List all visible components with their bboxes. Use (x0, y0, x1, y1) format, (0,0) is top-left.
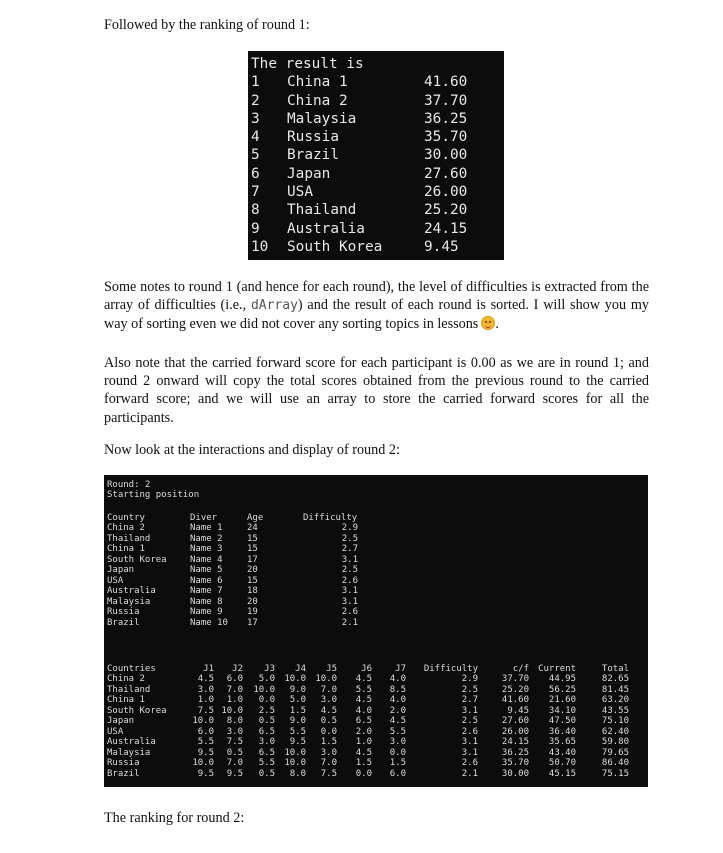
start-diver-cell: Name 10 (190, 617, 228, 628)
score-difficulty-cell: 3.1 (461, 737, 478, 747)
judge-score-cell: 10.0 (284, 674, 306, 684)
score-difficulty-cell: 2.1 (461, 768, 478, 779)
start-difficulty-cell: 3.1 (341, 554, 358, 565)
judge-score-cell: 10.0 (192, 716, 214, 726)
score-cf-cell: 41.60 (501, 695, 529, 705)
judge-score-cell: 0.0 (389, 747, 406, 758)
rank-cell: 4 (251, 129, 260, 146)
result-row (251, 238, 504, 256)
judge-score-cell: 5.5 (355, 684, 372, 695)
rank-cell: 6 (251, 165, 260, 182)
rank-cell: 9 (251, 220, 260, 237)
result-row (251, 92, 504, 110)
score-total-cell: 81.45 (601, 684, 629, 695)
score-country-cell: Russia (107, 758, 140, 768)
score-header-total: Total (601, 664, 629, 674)
judge-score-cell: 6.0 (389, 768, 406, 779)
intro-text: Followed by the ranking of round 1: (104, 17, 310, 33)
score-cf-cell: 35.70 (501, 758, 529, 768)
country-cell: Australia (287, 220, 365, 237)
score-difficulty-cell: 2.7 (461, 695, 478, 705)
starting-label: Starting position (107, 490, 200, 500)
score-total-cell: 79.65 (601, 747, 629, 758)
score-current-cell: 45.15 (548, 768, 576, 779)
score-cf-cell: 9.45 (507, 705, 529, 716)
start-age-cell: 17 (247, 617, 258, 628)
judge-score-cell: 7.0 (226, 684, 243, 695)
judge-score-cell: 4.5 (355, 695, 372, 705)
start-age-cell: 17 (247, 554, 258, 565)
judge-score-cell: 1.0 (197, 695, 214, 705)
score-header-j4: J4 (295, 664, 306, 674)
judge-score-cell: 1.5 (320, 737, 337, 747)
judge-score-cell: 8.5 (389, 684, 406, 695)
judge-score-cell: 1.0 (226, 695, 243, 705)
score-current-cell: 44.95 (548, 674, 576, 684)
score-cell: 37.70 (424, 92, 468, 109)
judge-score-cell: 9.5 (197, 768, 214, 779)
judge-score-cell: 4.0 (389, 674, 406, 684)
score-cell: 27.60 (424, 165, 468, 182)
start-difficulty-cell: 3.1 (341, 586, 358, 596)
judge-score-cell: 3.0 (320, 695, 337, 705)
rank-cell: 3 (251, 110, 260, 127)
score-total-cell: 43.55 (601, 705, 629, 716)
start-age-cell: 20 (247, 596, 258, 607)
notes-text-part1: Some notes to round 1 (and hence for each round), the level of difficulties is extracted from the array of difficulties (i.e., (104, 279, 649, 314)
console-round2 (104, 475, 648, 787)
start-difficulty-cell: 2.9 (341, 523, 358, 533)
judge-score-cell: 9.5 (197, 747, 214, 758)
round-label: Round: 2 (107, 480, 151, 490)
score-cell: 25.20 (424, 202, 468, 219)
rank-cell: 5 (251, 147, 260, 164)
judge-score-cell: 10.0 (284, 758, 306, 768)
judge-score-cell: 6.0 (197, 726, 214, 737)
notes-paragraph (104, 278, 649, 334)
judge-score-cell: 7.0 (226, 758, 243, 768)
score-current-cell: 21.60 (548, 695, 576, 705)
judge-score-cell: 6.0 (226, 674, 243, 684)
score-total-cell: 75.15 (601, 768, 629, 779)
judge-score-cell: 3.0 (258, 737, 275, 747)
start-country-cell: Brazil (107, 617, 140, 628)
judge-score-cell: 8.0 (289, 768, 306, 779)
score-cell: 35.70 (424, 129, 468, 146)
start-difficulty-cell: 2.6 (341, 607, 358, 617)
score-header-j1: J1 (203, 664, 214, 674)
score-country-cell: Thailand (107, 684, 151, 695)
start-diver-cell: Name 6 (190, 575, 223, 586)
result-row (251, 128, 504, 146)
judge-score-cell: 3.0 (389, 737, 406, 747)
result-row (251, 73, 504, 91)
score-total-cell: 59.80 (601, 737, 629, 747)
score-cf-cell: 30.00 (501, 768, 529, 779)
judge-score-cell: 5.5 (289, 726, 306, 737)
judge-score-cell: 2.0 (355, 726, 372, 737)
start-difficulty-cell: 2.5 (341, 565, 358, 575)
console-header: The result is (251, 56, 364, 72)
start-difficulty-cell: 2.5 (341, 533, 358, 544)
judge-score-cell: 10.0 (192, 758, 214, 768)
start-country-cell: South Korea (107, 554, 167, 565)
score-current-cell: 34.10 (548, 705, 576, 716)
score-difficulty-cell: 2.6 (461, 758, 478, 768)
start-header-age: Age (247, 513, 264, 523)
start-diver-cell: Name 9 (190, 607, 223, 617)
result-row (251, 183, 504, 201)
judge-score-cell: 10.0 (284, 747, 306, 758)
score-total-cell: 62.40 (601, 726, 629, 737)
score-cf-cell: 36.25 (501, 747, 529, 758)
score-header-j7: J7 (395, 664, 406, 674)
score-difficulty-cell: 3.1 (461, 705, 478, 716)
judge-score-cell: 2.5 (258, 705, 275, 716)
score-country-cell: South Korea (107, 705, 167, 716)
notes-text-part2: ) and the result of each round is sorted. I will show you my way of sorting even we did not cover any sorting topics in lessons (104, 297, 650, 333)
score-cf-cell: 25.20 (501, 684, 529, 695)
score-difficulty-cell: 2.6 (461, 726, 478, 737)
judge-score-cell: 4.5 (355, 747, 372, 758)
judge-score-cell: 4.5 (389, 716, 406, 726)
judge-score-cell: 3.0 (226, 726, 243, 737)
score-cf-cell: 24.15 (501, 737, 529, 747)
judge-score-cell: 7.5 (197, 705, 214, 716)
score-header-j6: J6 (361, 664, 372, 674)
score-country-cell: Malaysia (107, 747, 151, 758)
judge-score-cell: 0.5 (320, 716, 337, 726)
judge-score-cell: 4.5 (197, 674, 214, 684)
score-current-cell: 43.40 (548, 747, 576, 758)
rank-cell: 2 (251, 92, 260, 109)
start-age-cell: 20 (247, 565, 258, 575)
start-diver-cell: Name 5 (190, 565, 223, 575)
judge-score-cell: 10.0 (221, 705, 243, 716)
start-country-cell: Japan (107, 565, 135, 575)
judge-score-cell: 7.5 (320, 768, 337, 779)
judge-score-cell: 4.5 (320, 705, 337, 716)
score-current-cell: 50.70 (548, 758, 576, 768)
judge-score-cell: 4.0 (355, 705, 372, 716)
console-round1-result (248, 51, 504, 260)
judge-score-cell: 10.0 (253, 684, 275, 695)
score-header-j5: J5 (326, 664, 337, 674)
start-difficulty-cell: 3.1 (341, 596, 358, 607)
start-age-cell: 24 (247, 523, 258, 533)
score-country-cell: China 2 (107, 674, 145, 684)
rank-cell: 10 (251, 238, 269, 255)
score-total-cell: 75.10 (601, 716, 629, 726)
code-darray: dArray (250, 298, 298, 314)
start-difficulty-cell: 2.7 (341, 544, 358, 554)
score-header-countries: Countries (107, 664, 156, 674)
judge-score-cell: 4.0 (389, 695, 406, 705)
start-age-cell: 15 (247, 575, 258, 586)
judge-score-cell: 9.0 (289, 684, 306, 695)
footer-text: The ranking for round 2: (104, 810, 245, 826)
judge-score-cell: 5.5 (197, 737, 214, 747)
rank-cell: 7 (251, 184, 260, 201)
country-cell: South Korea (287, 238, 383, 255)
score-cf-cell: 37.70 (501, 674, 529, 684)
country-cell: Brazil (287, 147, 339, 164)
judge-score-cell: 0.5 (258, 768, 275, 779)
judge-score-cell: 3.0 (197, 684, 214, 695)
judge-score-cell: 6.5 (355, 716, 372, 726)
start-diver-cell: Name 8 (190, 596, 223, 607)
judge-score-cell: 0.0 (355, 768, 372, 779)
start-country-cell: Malaysia (107, 596, 151, 607)
score-header-j2: J2 (232, 664, 243, 674)
judge-score-cell: 1.5 (389, 758, 406, 768)
country-cell: Thailand (287, 202, 357, 219)
start-diver-cell: Name 4 (190, 554, 223, 565)
rank-cell: 1 (251, 74, 260, 91)
note3-paragraph: Now look at the interactions and display of round 2: (104, 442, 400, 458)
judge-score-cell: 9.5 (226, 768, 243, 779)
judge-score-cell: 0.5 (226, 747, 243, 758)
score-cell: 26.00 (424, 184, 468, 201)
start-diver-cell: Name 1 (190, 523, 223, 533)
judge-score-cell: 5.5 (258, 758, 275, 768)
score-difficulty-cell: 2.5 (461, 684, 478, 695)
result-row (251, 220, 504, 238)
score-cf-cell: 27.60 (501, 716, 529, 726)
country-cell: Russia (287, 129, 339, 146)
judge-score-cell: 3.0 (320, 747, 337, 758)
judge-score-cell: 6.5 (258, 747, 275, 758)
judge-score-cell: 0.0 (320, 726, 337, 737)
start-difficulty-cell: 2.1 (341, 617, 358, 628)
start-country-cell: Thailand (107, 533, 151, 544)
judge-score-cell: 10.0 (315, 674, 337, 684)
result-row (251, 110, 504, 128)
start-difficulty-cell: 2.6 (341, 575, 358, 586)
judge-score-cell: 2.0 (389, 705, 406, 716)
score-cell: 41.60 (424, 74, 468, 91)
country-cell: China 2 (287, 92, 348, 109)
result-row (251, 165, 504, 183)
judge-score-cell: 8.0 (226, 716, 243, 726)
start-age-cell: 19 (247, 607, 258, 617)
start-header-country: Country (107, 513, 145, 523)
score-header-cf: c/f (512, 664, 529, 674)
country-cell: USA (287, 184, 313, 201)
score-difficulty-cell: 2.5 (461, 716, 478, 726)
notes-text-part3: . (495, 316, 499, 333)
score-country-cell: Japan (107, 716, 135, 726)
start-diver-cell: Name 3 (190, 544, 223, 554)
score-cell: 9.45 (424, 238, 459, 255)
start-diver-cell: Name 7 (190, 586, 223, 596)
rank-cell: 8 (251, 202, 260, 219)
judge-score-cell: 1.0 (355, 737, 372, 747)
judge-score-cell: 5.0 (289, 695, 306, 705)
judge-score-cell: 5.5 (389, 726, 406, 737)
score-total-cell: 86.40 (601, 758, 629, 768)
start-header-difficulty: Difficulty (303, 513, 358, 523)
start-country-cell: China 2 (107, 523, 145, 533)
score-cell: 36.25 (424, 110, 468, 127)
start-age-cell: 18 (247, 586, 258, 596)
judge-score-cell: 5.0 (258, 674, 275, 684)
score-current-cell: 36.40 (548, 726, 576, 737)
score-current-cell: 56.25 (548, 684, 576, 695)
score-difficulty-cell: 2.9 (461, 674, 478, 684)
smiling-face-icon (481, 316, 495, 330)
score-header-difficulty: Difficulty (423, 664, 478, 674)
judge-score-cell: 4.5 (355, 674, 372, 684)
judge-score-cell: 9.5 (289, 737, 306, 747)
start-country-cell: Russia (107, 607, 140, 617)
score-header-j3: J3 (264, 664, 275, 674)
score-total-cell: 63.20 (601, 695, 629, 705)
judge-score-cell: 0.5 (258, 716, 275, 726)
start-diver-cell: Name 2 (190, 533, 223, 544)
judge-score-cell: 1.5 (355, 758, 372, 768)
start-country-cell: Australia (107, 586, 156, 596)
country-cell: China 1 (287, 74, 348, 91)
country-cell: Japan (287, 165, 331, 182)
start-country-cell: USA (107, 575, 124, 586)
score-total-cell: 82.65 (601, 674, 629, 684)
judge-score-cell: 7.5 (226, 737, 243, 747)
score-cf-cell: 26.00 (501, 726, 529, 737)
judge-score-cell: 7.0 (320, 684, 337, 695)
score-current-cell: 47.50 (548, 716, 576, 726)
score-header-current: Current (538, 664, 576, 674)
note2-paragraph: Also note that the carried forward score for each participant is 0.00 as we are in round 1; and round 2 onward will copy the total scores obtained from the previous round to the carried forward score; and we will use an array to store the carried forward scores for all the participants. (104, 355, 649, 426)
result-row (251, 201, 504, 219)
score-country-cell: USA (107, 726, 124, 737)
start-country-cell: China 1 (107, 544, 145, 554)
start-age-cell: 15 (247, 533, 258, 544)
judge-score-cell: 6.5 (258, 726, 275, 737)
judge-score-cell: 1.5 (289, 705, 306, 716)
judge-score-cell: 7.0 (320, 758, 337, 768)
country-cell: Malaysia (287, 110, 357, 127)
score-cell: 30.00 (424, 147, 468, 164)
score-country-cell: Australia (107, 737, 156, 747)
judge-score-cell: 0.0 (258, 695, 275, 705)
start-header-diver: Diver (190, 513, 218, 523)
score-cell: 24.15 (424, 220, 468, 237)
score-country-cell: China 1 (107, 695, 145, 705)
score-current-cell: 35.65 (548, 737, 576, 747)
result-row (251, 146, 504, 164)
score-country-cell: Brazil (107, 768, 140, 779)
judge-score-cell: 9.0 (289, 716, 306, 726)
start-age-cell: 15 (247, 544, 258, 554)
score-difficulty-cell: 3.1 (461, 747, 478, 758)
